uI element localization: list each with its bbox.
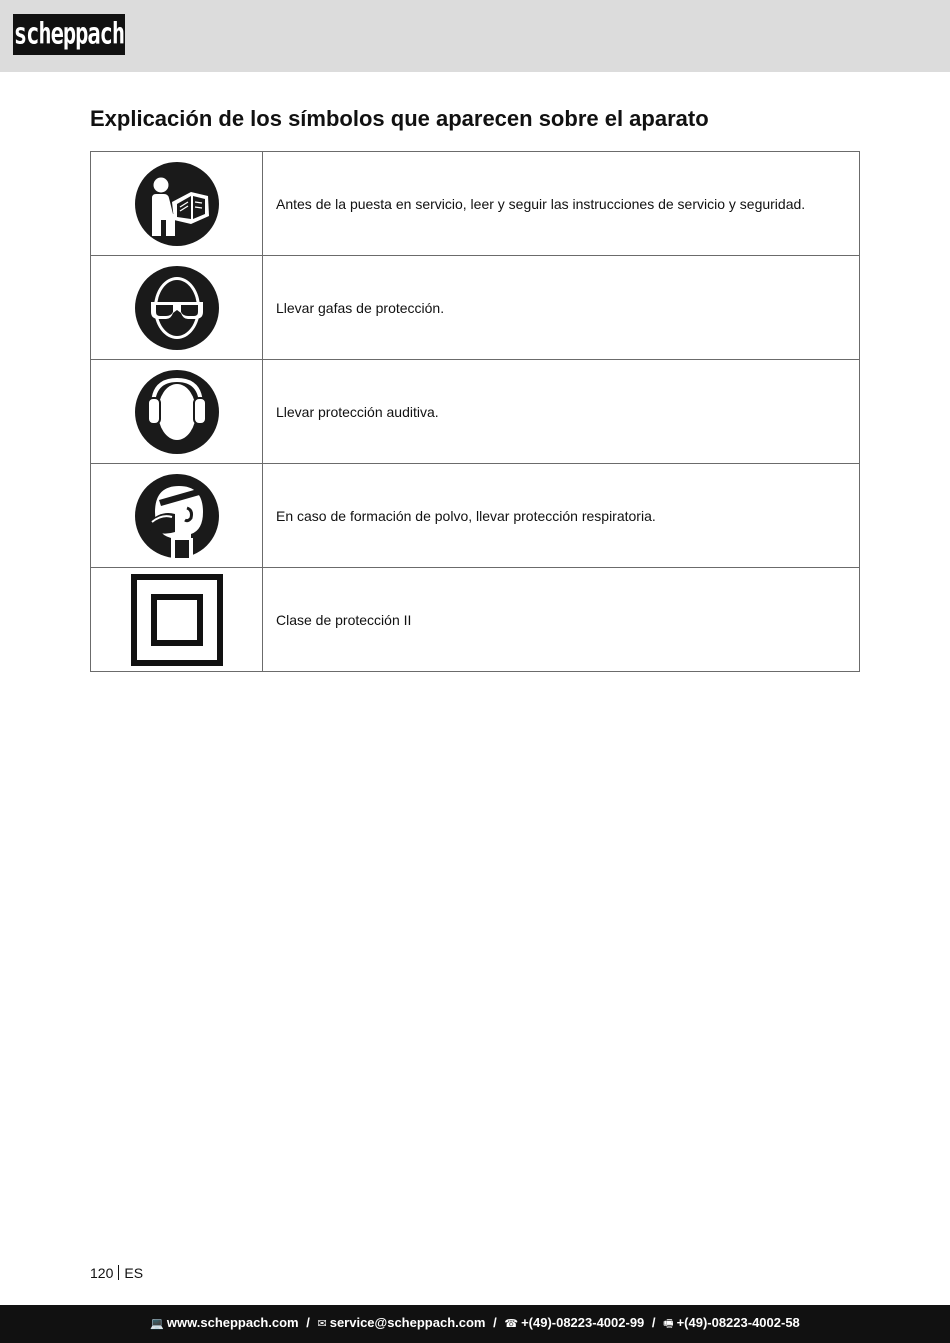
page-number	[90, 1265, 143, 1281]
safety-goggles-icon	[135, 266, 219, 350]
icon-cell	[91, 152, 263, 256]
table-row	[91, 568, 860, 672]
icon-cell	[91, 256, 263, 360]
phone-icon: ☎	[504, 1318, 519, 1330]
icon-cell	[91, 568, 263, 672]
page-number-divider	[118, 1265, 119, 1280]
footer-contact-bar	[0, 1305, 950, 1343]
page-number-value: 120	[90, 1265, 114, 1281]
table-row	[91, 360, 860, 464]
protection-class-ii-icon	[131, 574, 223, 666]
footer-email[interactable]: service@scheppach.com	[329, 1315, 486, 1330]
symbol-description: Llevar gafas de protección.	[263, 256, 860, 360]
header-band	[0, 0, 950, 72]
table-row	[91, 464, 860, 568]
ear-protection-icon	[135, 370, 219, 454]
footer-separator: /	[306, 1315, 310, 1330]
symbol-description: En caso de formación de polvo, llevar protección respiratoria.	[263, 464, 860, 568]
symbols-table	[90, 151, 860, 672]
footer-website[interactable]: www.scheppach.com	[166, 1315, 299, 1330]
footer-separator: /	[493, 1315, 497, 1330]
computer-icon: 💻	[150, 1318, 164, 1330]
scheppach-logo[interactable]: scheppach	[13, 14, 125, 55]
icon-cell	[91, 360, 263, 464]
page-title: Explicación de los símbolos que aparecen sobre el aparato	[90, 106, 709, 131]
footer-separator: /	[651, 1315, 656, 1330]
symbol-description: Llevar protección auditiva.	[263, 360, 860, 464]
footer-phone[interactable]: +(49)-08223-4002-99	[521, 1315, 645, 1330]
table-row	[91, 152, 860, 256]
read-manual-icon	[135, 162, 219, 246]
page-language: ES	[124, 1265, 144, 1281]
table-row	[91, 256, 860, 360]
fax-icon: 🖷	[663, 1318, 674, 1330]
symbol-description: Clase de protección II	[263, 568, 860, 672]
mail-icon: ✉	[317, 1318, 327, 1330]
symbol-description: Antes de la puesta en servicio, leer y seguir las instrucciones de servicio y seguridad.	[263, 152, 860, 256]
footer-fax: +(49)-08223-4002-58	[676, 1315, 800, 1330]
icon-cell	[91, 464, 263, 568]
respiratory-protection-icon	[135, 474, 219, 558]
